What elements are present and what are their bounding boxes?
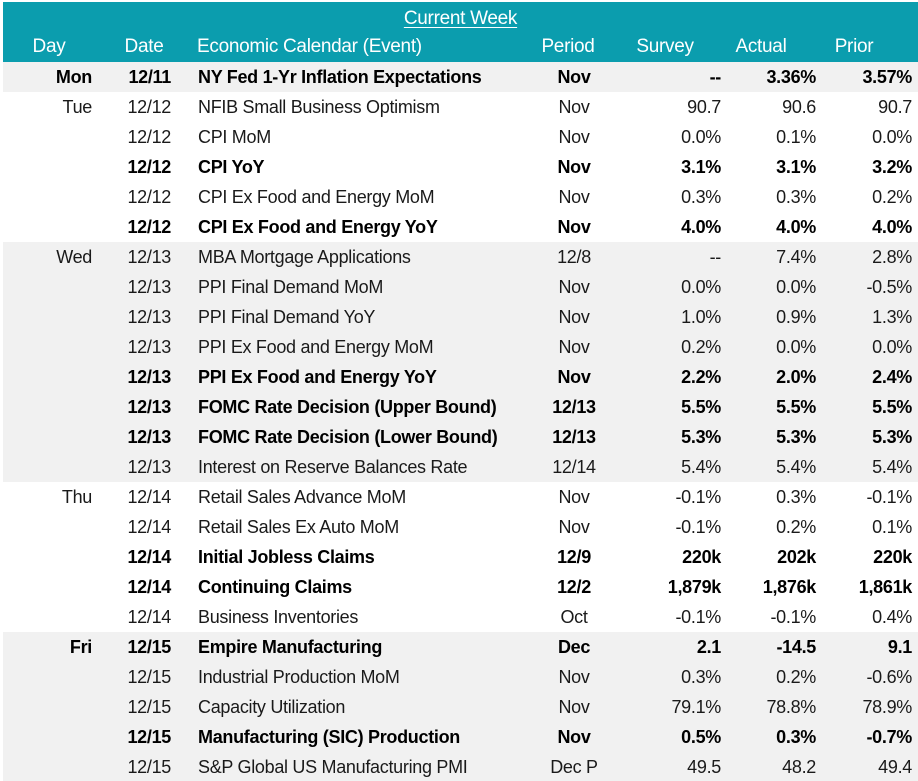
survey-cell: 5.3% <box>681 427 721 447</box>
period-cell: Nov <box>557 217 591 237</box>
day-cell <box>3 602 95 632</box>
day-cell <box>3 692 95 722</box>
period-cell: 12/13 <box>552 427 596 447</box>
day-cell <box>3 572 95 602</box>
actual-cell: 0.0% <box>776 337 816 357</box>
date-cell: 12/12 <box>127 97 171 117</box>
column-header-date: Date <box>124 36 164 57</box>
column-header-actual: Actual <box>735 36 787 57</box>
day-cell <box>3 422 95 452</box>
event-cell: Retail Sales Advance MoM <box>198 487 406 507</box>
column-header-row <box>3 32 918 62</box>
economic-calendar-page <box>3 2 918 781</box>
survey-cell: 0.3% <box>681 187 721 207</box>
date-cell: 12/12 <box>127 217 171 237</box>
event-cell: Manufacturing (SIC) Production <box>198 727 460 747</box>
column-header-period: Period <box>541 36 595 57</box>
period-cell: Nov <box>558 97 590 117</box>
survey-cell: 220k <box>682 547 721 567</box>
day-cell <box>3 332 95 362</box>
date-cell: 12/13 <box>127 337 171 357</box>
event-cell: FOMC Rate Decision (Lower Bound) <box>198 427 498 447</box>
period-cell: Nov <box>558 187 590 207</box>
table-row <box>3 362 918 392</box>
day-cell: Wed <box>56 247 92 267</box>
event-cell: NY Fed 1-Yr Inflation Expectations <box>198 67 482 87</box>
prior-cell: 49.4 <box>878 757 912 777</box>
survey-cell: 5.5% <box>681 397 721 417</box>
actual-cell: 0.2% <box>776 667 816 687</box>
table-rows <box>3 62 918 781</box>
column-header-survey: Survey <box>636 36 694 57</box>
prior-cell: -0.5% <box>866 277 912 297</box>
actual-cell: 0.1% <box>776 127 816 147</box>
date-cell: 12/14 <box>127 547 171 567</box>
actual-cell: 202k <box>777 547 816 567</box>
survey-cell: 90.7 <box>687 97 721 117</box>
table-row <box>3 302 918 332</box>
actual-cell: 2.0% <box>776 367 816 387</box>
date-cell: 12/13 <box>127 397 171 417</box>
survey-cell: 0.3% <box>681 667 721 687</box>
period-cell: Nov <box>558 307 590 327</box>
actual-cell: 0.3% <box>776 187 816 207</box>
event-cell: Initial Jobless Claims <box>198 547 375 567</box>
date-cell: 12/15 <box>127 727 171 747</box>
date-cell: 12/13 <box>127 247 171 267</box>
prior-cell: -0.6% <box>866 667 912 687</box>
event-cell: S&P Global US Manufacturing PMI <box>198 757 468 777</box>
event-cell: CPI Ex Food and Energy YoY <box>198 217 438 237</box>
table-row <box>3 602 918 632</box>
prior-cell: 5.3% <box>872 427 912 447</box>
day-cell <box>3 722 95 752</box>
actual-cell: 0.0% <box>776 277 816 297</box>
date-cell: 12/15 <box>127 697 171 717</box>
table-row <box>3 482 918 512</box>
table-row <box>3 722 918 752</box>
survey-cell: 49.5 <box>687 757 721 777</box>
date-cell: 12/13 <box>127 427 171 447</box>
period-cell: Nov <box>558 277 590 297</box>
period-cell: 12/2 <box>557 577 591 597</box>
day-cell <box>3 752 95 781</box>
day-cell <box>3 542 95 572</box>
event-cell: FOMC Rate Decision (Upper Bound) <box>198 397 497 417</box>
actual-cell: 90.6 <box>782 97 816 117</box>
table-row <box>3 122 918 152</box>
survey-cell: 0.0% <box>681 127 721 147</box>
day-cell: Tue <box>62 97 92 117</box>
date-cell: 12/14 <box>127 517 171 537</box>
date-cell: 12/11 <box>128 67 171 87</box>
prior-cell: 4.0% <box>872 217 912 237</box>
event-cell: PPI Ex Food and Energy YoY <box>198 367 437 387</box>
event-cell: Retail Sales Ex Auto MoM <box>198 517 399 537</box>
date-cell: 12/15 <box>127 757 171 777</box>
day-cell <box>3 212 95 242</box>
actual-cell: 5.4% <box>776 457 816 477</box>
actual-cell: -0.1% <box>770 607 816 627</box>
table-header <box>3 2 918 62</box>
table-row <box>3 62 918 92</box>
survey-cell: 0.0% <box>681 277 721 297</box>
actual-cell: 3.36% <box>766 67 816 87</box>
day-cell <box>3 122 95 152</box>
day-cell <box>3 302 95 332</box>
period-cell: Nov <box>557 67 591 87</box>
prior-cell: 5.4% <box>872 457 912 477</box>
actual-cell: 48.2 <box>782 757 816 777</box>
prior-cell: 2.4% <box>872 367 912 387</box>
prior-cell: 3.57% <box>862 67 912 87</box>
table-row <box>3 422 918 452</box>
date-cell: 12/14 <box>127 607 171 627</box>
table-row <box>3 452 918 482</box>
event-cell: NFIB Small Business Optimism <box>198 97 440 117</box>
date-cell: 12/12 <box>127 157 171 177</box>
survey-cell: 2.2% <box>681 367 721 387</box>
survey-cell: 1.0% <box>681 307 721 327</box>
prior-cell: 1.3% <box>872 307 912 327</box>
event-cell: PPI Final Demand YoY <box>198 307 376 327</box>
prior-cell: 0.1% <box>872 517 912 537</box>
day-cell <box>3 452 95 482</box>
table-row <box>3 152 918 182</box>
period-cell: Nov <box>557 727 591 747</box>
event-cell: MBA Mortgage Applications <box>198 247 411 267</box>
date-cell: 12/14 <box>127 577 171 597</box>
table-title-row <box>3 2 918 32</box>
date-cell: 12/12 <box>127 187 171 207</box>
survey-cell: -0.1% <box>675 487 721 507</box>
survey-cell: 0.5% <box>681 727 721 747</box>
table-row <box>3 512 918 542</box>
event-cell: Industrial Production MoM <box>198 667 400 687</box>
date-cell: 12/13 <box>127 457 171 477</box>
event-cell: CPI YoY <box>198 157 265 177</box>
actual-cell: 5.5% <box>776 397 816 417</box>
survey-cell: -- <box>709 67 721 87</box>
day-cell: Mon <box>55 67 92 87</box>
period-cell: Nov <box>558 127 590 147</box>
actual-cell: 78.8% <box>766 697 816 717</box>
day-cell <box>3 272 95 302</box>
date-cell: 12/15 <box>127 637 171 657</box>
actual-cell: 0.9% <box>776 307 816 327</box>
prior-cell: -0.1% <box>866 487 912 507</box>
event-cell: Continuing Claims <box>198 577 352 597</box>
period-cell: 12/13 <box>552 397 596 417</box>
survey-cell: -0.1% <box>675 607 721 627</box>
period-cell: 12/14 <box>552 457 596 477</box>
date-cell: 12/12 <box>127 127 171 147</box>
day-cell: Thu <box>61 487 92 507</box>
prior-cell: 3.2% <box>872 157 912 177</box>
day-cell <box>3 152 95 182</box>
prior-cell: 0.0% <box>872 337 912 357</box>
actual-cell: 3.1% <box>776 157 816 177</box>
event-cell: Capacity Utilization <box>198 697 346 717</box>
survey-cell: 4.0% <box>681 217 721 237</box>
period-cell: Nov <box>558 697 590 717</box>
prior-cell: -0.7% <box>866 727 912 747</box>
column-header-day: Day <box>32 36 66 57</box>
day-cell <box>3 392 95 422</box>
period-cell: Dec P <box>550 757 598 777</box>
period-cell: Nov <box>558 487 590 507</box>
period-cell: Nov <box>557 367 591 387</box>
table-title: Current Week <box>403 8 518 29</box>
day-cell <box>3 182 95 212</box>
actual-cell: 0.2% <box>776 517 816 537</box>
period-cell: Nov <box>558 667 590 687</box>
survey-cell: -- <box>709 247 721 267</box>
date-cell: 12/13 <box>127 277 171 297</box>
table-row <box>3 92 918 122</box>
table-row <box>3 212 918 242</box>
date-cell: 12/14 <box>127 487 171 507</box>
column-header-prior: Prior <box>834 36 874 57</box>
survey-cell: 79.1% <box>671 697 721 717</box>
actual-cell: -14.5 <box>776 637 816 657</box>
prior-cell: 90.7 <box>878 97 912 117</box>
period-cell: Dec <box>557 637 591 657</box>
actual-cell: 1,876k <box>762 577 816 597</box>
actual-cell: 5.3% <box>776 427 816 447</box>
period-cell: 12/8 <box>557 247 591 267</box>
table-row <box>3 182 918 212</box>
column-header-event: Economic Calendar (Event) <box>197 36 422 57</box>
table-row <box>3 272 918 302</box>
event-cell: CPI MoM <box>198 127 271 147</box>
survey-cell: 2.1 <box>696 637 721 657</box>
survey-cell: -0.1% <box>675 517 721 537</box>
day-cell <box>3 362 95 392</box>
day-cell <box>3 512 95 542</box>
table-row <box>3 392 918 422</box>
table-row <box>3 332 918 362</box>
period-cell: Oct <box>560 607 588 627</box>
date-cell: 12/13 <box>127 307 171 327</box>
actual-cell: 7.4% <box>776 247 816 267</box>
prior-cell: 220k <box>873 547 912 567</box>
period-cell: Nov <box>558 337 590 357</box>
period-cell: Nov <box>557 157 591 177</box>
table-row <box>3 632 918 662</box>
prior-cell: 2.8% <box>872 247 912 267</box>
period-cell: 12/9 <box>557 547 591 567</box>
table-row <box>3 242 918 272</box>
event-cell: PPI Ex Food and Energy MoM <box>198 337 434 357</box>
prior-cell: 0.0% <box>872 127 912 147</box>
table-row <box>3 692 918 722</box>
survey-cell: 3.1% <box>681 157 721 177</box>
date-cell: 12/15 <box>127 667 171 687</box>
day-cell <box>3 662 95 692</box>
prior-cell: 0.2% <box>872 187 912 207</box>
prior-cell: 78.9% <box>862 697 912 717</box>
survey-cell: 1,879k <box>667 577 721 597</box>
table-row <box>3 752 918 781</box>
period-cell: Nov <box>558 517 590 537</box>
survey-cell: 0.2% <box>681 337 721 357</box>
event-cell: PPI Final Demand MoM <box>198 277 384 297</box>
prior-cell: 9.1 <box>887 637 912 657</box>
table-row <box>3 542 918 572</box>
date-cell: 12/13 <box>127 367 171 387</box>
prior-cell: 0.4% <box>872 607 912 627</box>
event-cell: Interest on Reserve Balances Rate <box>198 457 468 477</box>
survey-cell: 5.4% <box>681 457 721 477</box>
table-row <box>3 662 918 692</box>
actual-cell: 0.3% <box>776 727 816 747</box>
table-row <box>3 572 918 602</box>
event-cell: Business Inventories <box>198 607 359 627</box>
event-cell: Empire Manufacturing <box>198 637 383 657</box>
day-cell: Fri <box>69 637 92 657</box>
event-cell: CPI Ex Food and Energy MoM <box>198 187 435 207</box>
actual-cell: 0.3% <box>776 487 816 507</box>
prior-cell: 5.5% <box>872 397 912 417</box>
actual-cell: 4.0% <box>776 217 816 237</box>
prior-cell: 1,861k <box>858 577 912 597</box>
